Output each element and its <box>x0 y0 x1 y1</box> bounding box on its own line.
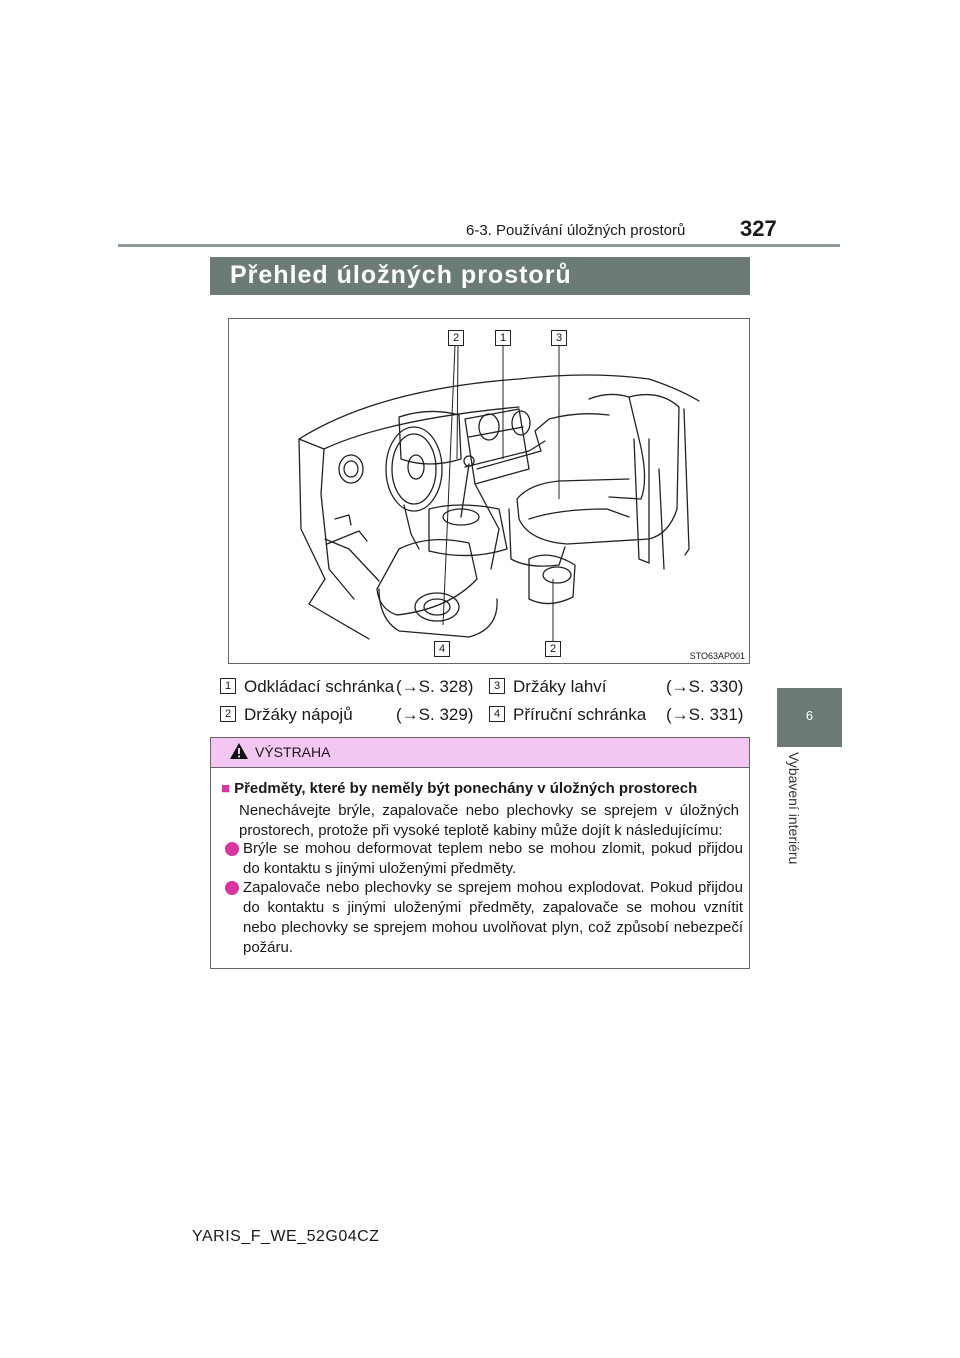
chapter-tab <box>777 688 842 747</box>
legend-page-ref: (→S. 330) <box>666 677 744 696</box>
warning-triangle-icon <box>229 742 249 760</box>
page-number: 327 <box>740 216 777 241</box>
header-rule <box>118 244 840 247</box>
legend-number: 3 <box>489 678 505 694</box>
legend-label: Držáky lahví <box>513 677 607 696</box>
warning-heading <box>221 780 697 797</box>
warning-paragraph: Nenechávejte brýle, zapalovače nebo plechovky se sprejem v úložných prostorech, protože při vysoké teplotě kabiny může dojít k následujícímu: <box>239 802 739 839</box>
warning-heading-text: Předměty, které by neměly být ponechány v úložných prostorech <box>234 780 698 797</box>
warning-box <box>210 737 750 969</box>
bullet-dot-icon <box>225 881 239 895</box>
storage-overview-figure <box>228 318 750 664</box>
chapter-side-label <box>786 752 810 882</box>
square-bullet-icon: ■ <box>221 780 231 797</box>
legend-label: Příruční schránka <box>513 705 647 724</box>
legend-page-ref: (→S. 329) <box>396 705 474 724</box>
chapter-tab-number: 6 <box>805 708 814 723</box>
legend-label: Odkládací schránka <box>244 677 395 696</box>
legend-number: 4 <box>489 706 505 722</box>
figure-callout: 1 <box>495 330 511 346</box>
warning-header <box>211 738 749 768</box>
page-title: Přehled úložných prostorů <box>230 261 572 289</box>
figure-callout: 2 <box>545 641 561 657</box>
warning-title: VÝSTRAHA <box>255 744 331 760</box>
figure-callout: 2 <box>448 330 464 346</box>
figure-callout: 3 <box>551 330 567 346</box>
title-bar <box>210 257 750 295</box>
car-interior-illustration <box>229 319 749 663</box>
warning-bullet: Zapalovače nebo plechovky se sprejem mohou explodovat. Pokud přijdou do kontaktu s jinými uloženými předměty, zapalovače se mohou vznítit nebo plechovky se sprejem mohou uvolňovat plyn, což způsobí nebezpečí požáru. <box>243 879 743 956</box>
warning-bullet: Brýle se mohou deformovat teplem nebo se mohou zlomit, pokud přijdou do kontaktu s jinými uloženými předměty. <box>243 840 743 877</box>
legend-number: 2 <box>220 706 236 722</box>
chapter-side-label-text: Vybavení interiéru <box>786 752 802 865</box>
legend-number: 1 <box>220 678 236 694</box>
legend-page-ref: (→S. 328) <box>396 677 474 696</box>
header-section-title: 6-3. Používání úložných prostorů <box>466 222 686 239</box>
bullet-dot-icon <box>225 842 239 856</box>
document-footer-code: YARIS_F_WE_52G04CZ <box>192 1228 380 1245</box>
legend-label: Držáky nápojů <box>244 705 353 724</box>
figure-callout: 4 <box>434 641 450 657</box>
figure-code: STO63AP001 <box>689 651 745 661</box>
legend-page-ref: (→S. 331) <box>666 705 744 724</box>
